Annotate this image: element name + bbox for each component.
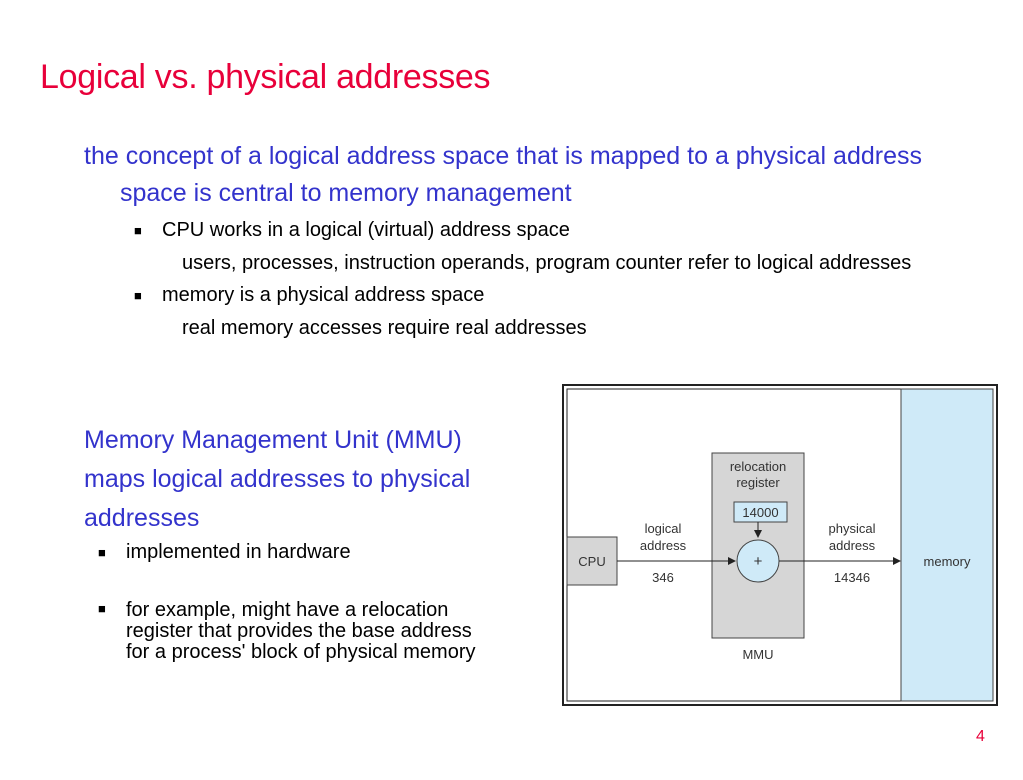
mmu-diagram	[562, 384, 998, 706]
bullet-square-icon: ■	[134, 223, 142, 238]
section2-line3: addresses	[84, 504, 200, 532]
memory-block	[901, 389, 993, 701]
physical-label-line1: physical	[828, 521, 876, 536]
relocation-register-value: 14000	[742, 505, 779, 520]
plus-icon: +	[753, 553, 763, 570]
physical-address-value: 14346	[833, 570, 871, 585]
logical-label-line2: address	[639, 538, 687, 553]
bullet-example-line: register that provides the base address	[126, 620, 472, 642]
bullet-cpu-text: CPU works in a logical (virtual) address space	[162, 219, 570, 241]
relocation-label-line2: register	[736, 475, 780, 490]
section2-line2: maps logical addresses to physical	[84, 465, 471, 493]
bullet-square-icon: ■	[98, 545, 106, 560]
memory-label: memory	[923, 554, 971, 569]
bullet-example-text	[126, 597, 476, 665]
bullet-cpu-sub: users, processes, instruction operands, program counter refer to logical addresses	[182, 252, 912, 274]
bullet-hardware-text: implemented in hardware	[126, 541, 351, 563]
slide-title: Logical vs. physical addresses	[40, 58, 491, 96]
bullet-memory-text: memory is a physical address space	[162, 284, 485, 306]
physical-label-line2: address	[828, 538, 876, 553]
bullet-example-line: for example, might have a relocation	[126, 599, 449, 621]
relocation-label-line1: relocation	[729, 459, 787, 474]
page-number: 4	[976, 728, 985, 745]
logical-address-value: 346	[652, 570, 674, 585]
cpu-label: CPU	[578, 554, 606, 569]
mmu-label: MMU	[742, 647, 774, 662]
section2-line1: Memory Management Unit (MMU)	[84, 426, 462, 454]
bullet-example-line: for a process' block of physical memory	[126, 641, 476, 663]
logical-label-line1: logical	[644, 521, 682, 536]
section1-line1: the concept of a logical address space that is mapped to a physical address	[84, 142, 923, 170]
bullet-memory-sub: real memory accesses require real addresses	[182, 317, 587, 339]
section1-line2: space is central to memory management	[120, 179, 572, 207]
bullet-square-icon: ■	[98, 601, 106, 616]
bullet-square-icon: ■	[134, 288, 142, 303]
